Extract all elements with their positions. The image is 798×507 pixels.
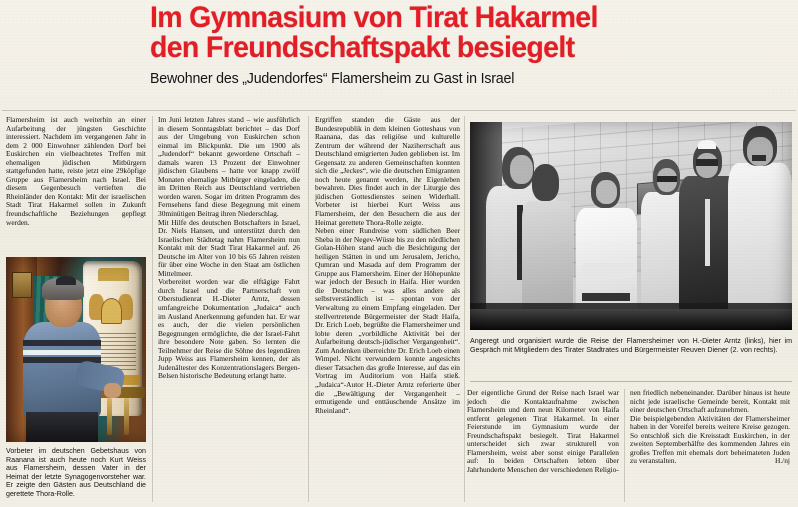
body-column-1 — [6, 116, 146, 227]
photo2-vignette — [470, 122, 792, 330]
column-divider-1 — [152, 116, 153, 502]
subheadline: Bewohner des „Judendorfes“ Flamersheim zu Gast in Israel — [150, 71, 515, 87]
body-column-4 — [467, 389, 619, 474]
column-divider-3 — [464, 116, 465, 502]
body-column-3 — [315, 116, 460, 415]
paragraph: Im Juni letzten Jahres stand – wie ausführlich in diesem Sonntagsblatt berichtet – das Dorf aus der Umgebung von Euskirchen schon einmal im Blickpunkt. Die um 1900 als „Judendorf“ bekannt gewordene Ortschaft – damals waren 13 Prozent der Einwohner jüdischen Glaubens – hatte vor knapp zwölf Monaten ehemalige Mitbürger eingeladen, die im Dritten Reich aus Deutschland vertrieben worden waren. Sogar im dritten Programm des Fernsehens fand diese Begegnung mit einem 30minütigen Beitrag ihren Niederschlag. — [158, 115, 300, 219]
paragraph: Vorbereitet worden war die elftägige Fahrt durch Israel und die Partnerschaft von Oberstudienrat H.-Dieter Arntz, dessen umfangreiche Dokumentation „Judaica“ auch im Ausland Anerkennung gefunden hat. Er war es auch, der die vielen persönlichen Begegnungen ermöglichte, die der Israel-Fahrt ihre besondere Note gaben. So lernten die Teilnehmer der Reise die Söhne des legendären Jupp Weiss aus Flamersheim kennen, der als Judenältester des Konzentrationslagers Bergen-Belsen historische Bedeutung erlangt hatte. — [158, 277, 300, 381]
photo-kurt-weiss-torah — [6, 257, 146, 442]
paragraph: Mit Hilfe des deutschen Botschafters in Israel, Dr. Niels Hansen, und unterstützt durch den Israelischen Städtetag nahm Flamersheim nun Kontakt mit der Stadt Tirat Hakarmel auf. 26 Deutsche im Alter von 10 bis 65 Jahren reisten für über eine Woche in den Staat am östlichen Mittelmeer. — [158, 217, 300, 278]
paragraph: Flamersheim ist auch weiterhin an einer Aufarbeitung der jüngsten Geschichte interessiert. Nachdem im vergangenen Jahr in dem 2 000 Einwohner zählenden Dorf bei Euskirchen ein vielbeachtetes Treffen mit ehemaligen jüdischen Mitbürgern stattgefunden hatte, reiste jetzt eine 29köpfige Gruppe aus Flamersheim nach Israel. Bei diesem Gegenbesuch vertieften die Rheinländer den Kontakt: Mit der israelischen Stadt Tirat Hakarmel sollen in Zukunft freundschaftliche Beziehungen gepflegt werden. — [6, 115, 146, 227]
paragraph: Neben einer Rundreise vom südlichen Beer Sheba in der Negev-Wüste bis zu den nördlichen Golan-Höhen stand auch die Besichtigung der heiligen Stätten in und um Jerusalem, Jericho, Qumran und Masada auf dem Programm der Gruppe aus Flamersheim. Einer der Höhepunkte war jedoch der Besuch in Haifa. Hier wurden die Deutschen – was alles andere als selbstverständlich ist – spontan von der Verwaltung zu einem Empfang eingeladen. Der stellvertretende Bürgermeister der Stadt Haifa, Dr. Erich Loeb, begrüßte die Flamersheimer und lobte deren „vorbildliche Aktivität bei der Aufarbeitung deutsch-jüdischer Vergangenheit“. Zum Andenken überreichte Dr. Erich Loeb einen Wimpel. Nicht verwundern konnte angesichts dieser Tatsachen das große Interesse, auf das ein Vortrag im Auditorium von Haifa stieß. „Judaica“-Autor H.-Dieter Arntz referierte über die „Bewältigung der Vergangenheit – ermutigende und enttäuschende Ansätze im Rheinland“. — [315, 226, 460, 415]
paragraph — [630, 415, 790, 466]
caption2-divider — [470, 381, 792, 382]
column-divider-2 — [308, 116, 309, 502]
headline-line-1: Im Gymnasium von Tirat Hakarmel — [150, 1, 598, 34]
body-column-5 — [630, 389, 790, 466]
byline: H./nj — [775, 456, 790, 466]
paragraph: Ergriffen standen die Gäste aus der Bundesrepublik in dem kleinen Gotteshaus von Raanana, das das religiöse und kulturelle Zentrum der während der Naziherrschaft aus Deutschland emigrierten Juden geblieben ist. Im Gegensatz zu anderen Gemeinschaften konnten sich die „Jeckes“, wie die deutschen Emigranten noch heute genannt werden, ihr Eigenleben bewahren. Dies findet auch in der Liturgie des jüdischen Gottesdienstes seinen Widerhall. Vorbeter ist hierbei Kurt Weiss aus Flamersheim, der den Besuchern die aus der Heimat gerettete Thora-Rolle zeigte. — [315, 115, 460, 227]
column-divider-4 — [624, 389, 625, 502]
body-column-2 — [158, 116, 300, 381]
paragraph: Der eigentliche Grund der Reise nach Israel war jedoch die Kontaktaufnahme zwischen Flamersheim und dem neun Kilometer von Haifa entfernt gelegenen Tirat Hakarmel. In einer Feierstunde im Gymnasium wurde der Freundschaftspakt besiegelt. Tirat Hakarmel unterscheidet sich zwar strukturell von Flamersheim, weist aber sonst einige Parallelen auf: In beiden Ortschaften lebten über Jahrhunderte Menschen der verschiedenen Religio- — [467, 388, 619, 474]
page-title — [150, 3, 636, 63]
photo1-caption: Vorbeter im deutschen Gebetshaus von Raanana ist auch heute noch Kurt Weiss aus Flamersheim, dessen Vater in der Heimat der letzte Synagogenvorsteher war. Er zeigte den Gästen aus Deutschland die gerettete Thora-Rolle. — [6, 447, 146, 498]
paragraph: nen friedlich nebeneinander. Darüber hinaus ist heute nicht jede israelische Gemeinde bereit, Kontakt mit einer deutschen Ortschaft aufzunehmen. — [630, 388, 790, 415]
article-header — [150, 3, 662, 87]
photo2-caption: Angeregt und organisiert wurde die Reise der Flamersheimer von H.-Dieter Arntz (links), hier im Gespräch mit Mitgliedern des Tirater Stadtrates und Bürgermeister Reuven Diener (2. von rechts). — [470, 337, 792, 354]
header-divider — [2, 110, 796, 111]
paragraph-text: Die beispielgebenden Aktivitäten der Flamersheimer haben in der Voreifel bereits weitere Kreise gezogen. So entschloß sich die Kreisstadt Euskirchen, in der zweiten Septemberhälfte des kommenden Jahres ein großes Treffen mit ehemals dort beheimateten Juden zu veranstalten. — [630, 413, 790, 466]
photo1-vignette — [6, 257, 146, 442]
photo-arntz-with-city-council — [470, 122, 792, 330]
headline-line-2: den Freundschaftspakt besiegelt — [150, 31, 575, 64]
